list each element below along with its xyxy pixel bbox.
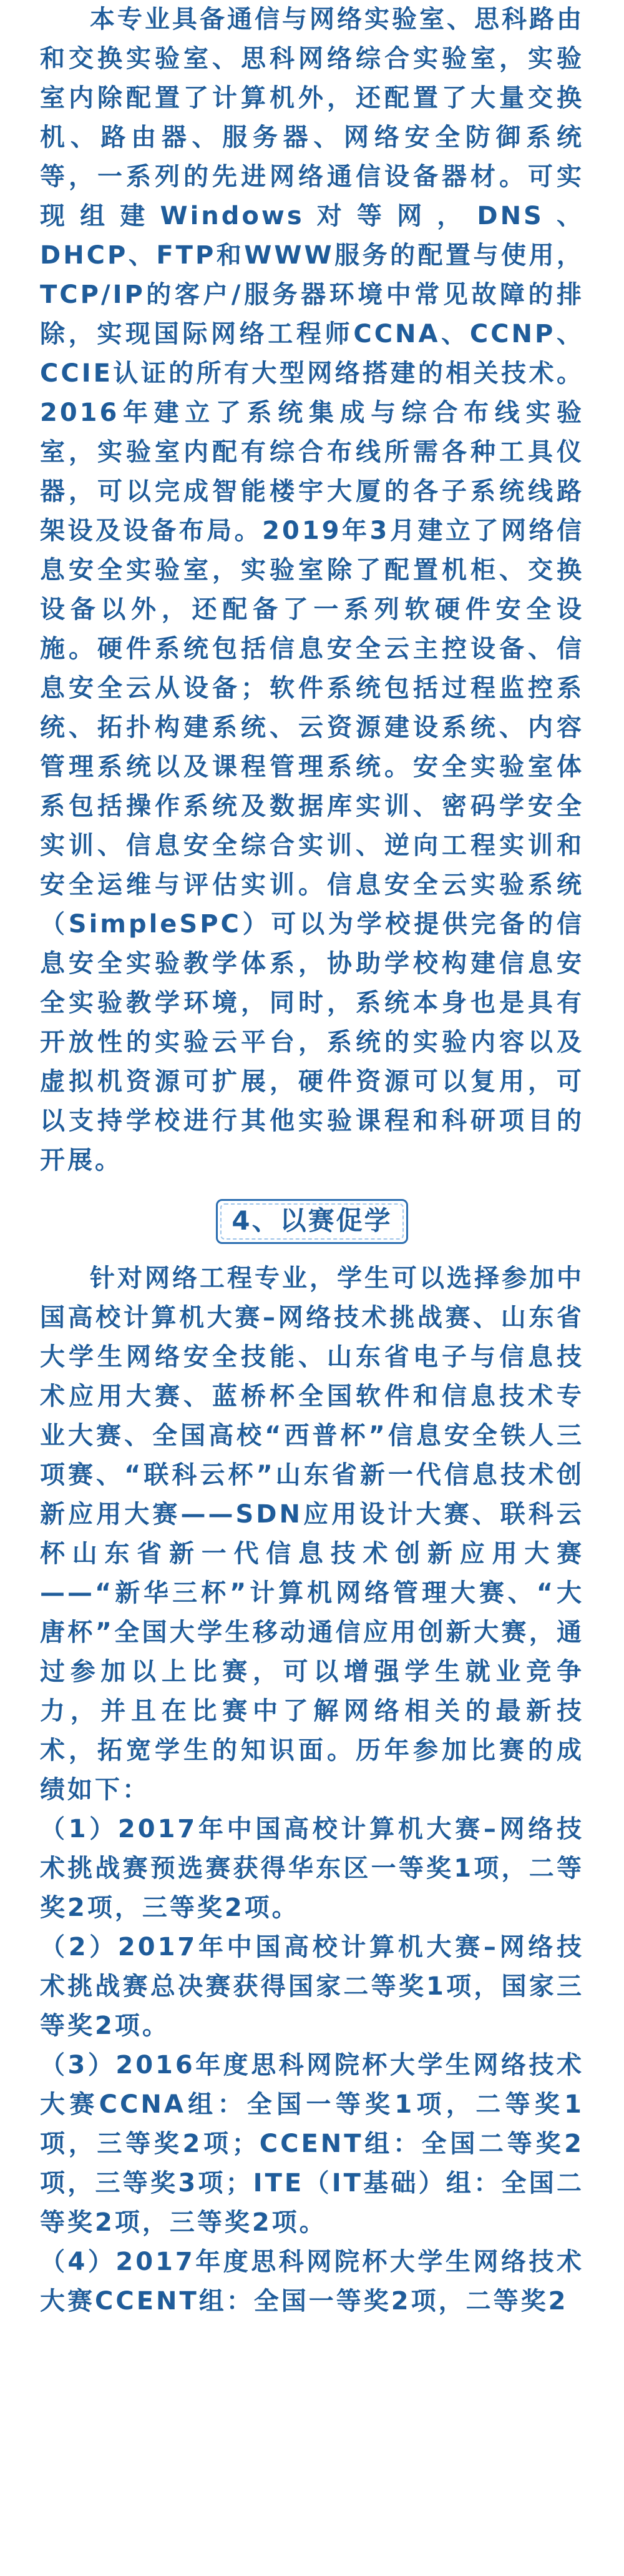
award-item-1: （1）2017年中国高校计算机大赛–网络技术挑战赛预选赛获得华东区一等奖1项，二等奖2项，三等奖2项。 xyxy=(40,1815,584,1922)
competition-intro-paragraph: 针对网络工程专业，学生可以选择参加中国高校计算机大赛–网络技术挑战赛、山东省大学生网络安全技能、山东省电子与信息技术应用大赛、蓝桥杯全国软件和信息技术专业大赛、全国高校“西普杯”信息安全铁人三项赛、“联科云杯”山东省新一代信息技术创新应用大赛——SDN应用设计大赛、联科云杯山东省新一代信息技术创新应用大赛——“新华三杯”计算机网络管理大赛、“大唐杯”全国大学生移动通信应用创新大赛，通过参加以上比赛，可以增强学生就业竞争力，并且在比赛中了解网络相关的最新技术，拓宽学生的知识面。历年参加比赛的成绩如下： xyxy=(40,1264,584,1804)
award-item-4: （4）2017年度思科网院杯大学生网络技术大赛CCENT组：全国一等奖2项，二等奖2 xyxy=(40,2248,584,2316)
award-item-3: （3）2016年度思科网院杯大学生网络技术大赛CCNA组：全国一等奖1项，二等奖1项，三等奖2项；CCENT组：全国二等奖2项，三等奖3项；ITE（IT基础）组：全国二等奖2项，三等奖2项。 xyxy=(40,2051,584,2237)
lab-facilities-paragraph: 本专业具备通信与网络实验室、思科路由和交换实验室、思科网络综合实验室，实验室内除配置了计算机外，还配置了大量交换机、路由器、服务器、网络安全防御系统等，一系列的先进网络通信设备器材。可实现组建Windows对等网，DNS、DHCP、FTP和WWW服务的配置与使用，TCP/IP的客户/服务器环境中常见故障的排除，实现国际网络工程师CCNA、CCNP、CCIE认证的所有大型网络搭建的相关技术。2016年建立了系统集成与综合布线实验室，实验室内配有综合布线所需各种工具仪器，可以完成智能楼宇大厦的各子系统线路架设及设备布局。2019年3月建立了网络信息安全实验室，实验室除了配置机柜、交换设备以外，还配备了一系列软硬件安全设施。硬件系统包括信息安全云主控设备、信息安全云从设备；软件系统包括过程监控系统、拓扑构建系统、云资源建设系统、内容管理系统以及课程管理系统。安全实验室体系包括操作系统及数据库实训、密码学安全实训、信息安全综合实训、逆向工程实训和安全运维与评估实训。信息安全云实验系统（SimpleSPC）可以为学校提供完备的信息安全实验教学体系，协助学校构建信息安全实验教学环境，同时，系统本身也是具有开放性的实验云平台，系统的实验内容以及虚拟机资源可扩展，硬件资源可以复用，可以支持学校进行其他实验课程和科研项目的开展。 xyxy=(40,5,584,1175)
section-heading-row xyxy=(40,1199,584,1244)
award-item-2: （2）2017年中国高校计算机大赛–网络技术挑战赛总决赛获得国家二等奖1项，国家三等奖2项。 xyxy=(40,1933,584,2040)
section-4-heading: 4、以赛促学 xyxy=(216,1199,407,1244)
